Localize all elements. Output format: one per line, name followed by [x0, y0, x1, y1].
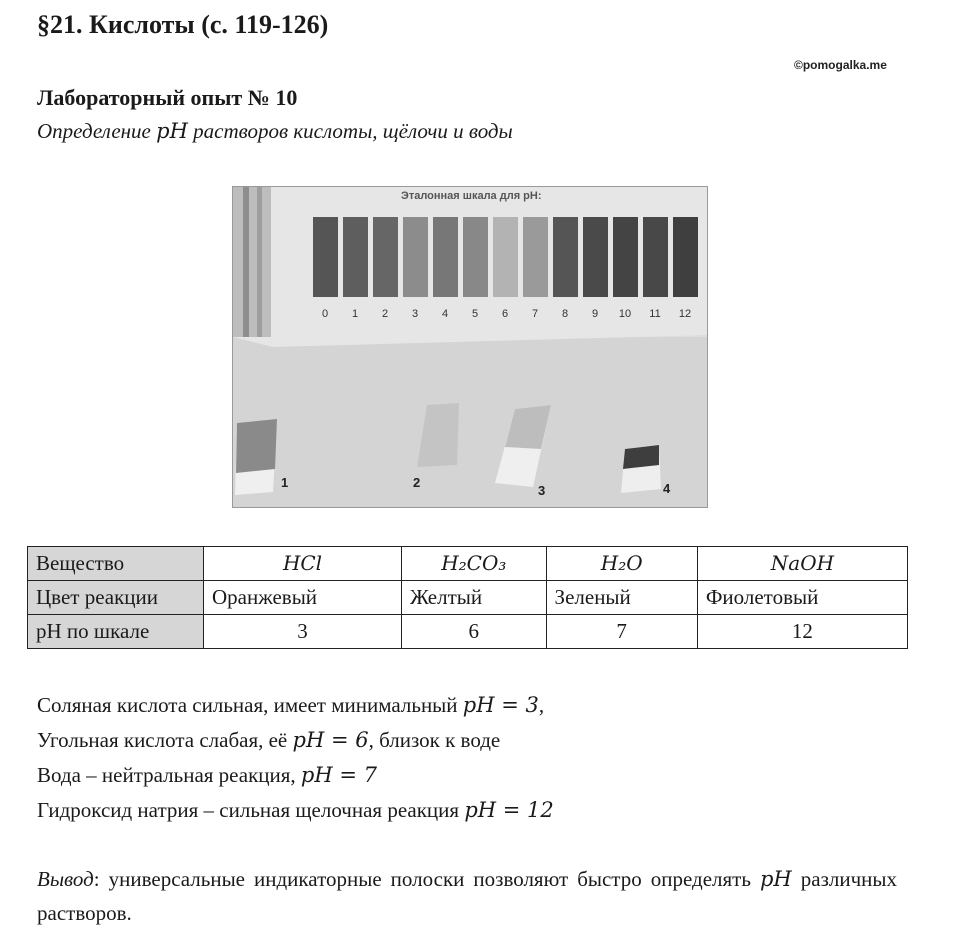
- line-text: Вода – нейтральная реакция,: [37, 763, 301, 787]
- table-row: [28, 547, 908, 581]
- scale-number: 11: [649, 308, 661, 320]
- swatch-1: [343, 217, 368, 297]
- observation-line: [37, 688, 554, 723]
- swatch-3: [403, 217, 428, 297]
- swatch-9: [583, 217, 608, 297]
- line-text: Угольная кислота слабая, её: [37, 728, 293, 752]
- line-tail: , близок к воде: [368, 728, 501, 752]
- watermark: ©pomogalka.me: [794, 58, 887, 72]
- observation-line: [37, 793, 554, 828]
- line-text: Соляная кислота сильная, имеет минимальный: [37, 693, 463, 717]
- line-math: pH = 12: [464, 798, 554, 822]
- line-tail: ,: [538, 693, 545, 717]
- row-header: pH по шкале: [28, 615, 204, 649]
- scale-number: 3: [411, 308, 419, 320]
- swatch-6: [493, 217, 518, 297]
- substance-cell: H₂O: [546, 547, 697, 581]
- observation-line: [37, 723, 554, 758]
- lab-subtitle: [37, 119, 513, 144]
- color-cell: Оранжевый: [204, 581, 402, 615]
- ph-scale-photo-svg: [233, 187, 707, 507]
- ph-scale-photo: [232, 186, 708, 508]
- line-math: pH = 7: [300, 763, 377, 787]
- observations: [37, 688, 554, 828]
- scale-number: 9: [591, 308, 599, 320]
- ph-cell: 12: [697, 615, 907, 649]
- conclusion-end: различных растворов.: [37, 867, 897, 925]
- test-strip-1: [235, 419, 277, 495]
- page-title: §21. Кислоты (с. 119-126): [37, 10, 329, 39]
- scale-number: 12: [678, 308, 692, 320]
- swatch-10: [613, 217, 638, 297]
- scale-number: 0: [321, 308, 329, 320]
- test-strip-4: [621, 445, 661, 493]
- strip-label-3: 3: [538, 483, 546, 498]
- color-cell: Фиолетовый: [697, 581, 907, 615]
- swatch-7: [523, 217, 548, 297]
- strip-label-4: 4: [663, 481, 671, 496]
- row-header: Вещество: [28, 547, 204, 581]
- scale-number: 10: [618, 308, 632, 320]
- scale-number: 6: [501, 308, 509, 320]
- conclusion-math: pH: [759, 867, 792, 891]
- table-row: [28, 581, 908, 615]
- scale-number: 1: [351, 308, 359, 320]
- lab-subtitle-math: pH: [156, 119, 188, 143]
- row-header: Цвет реакции: [28, 581, 204, 615]
- lab-subtitle-part1: Определение: [37, 119, 157, 143]
- swatch-2: [373, 217, 398, 297]
- strip-label-1: 1: [281, 475, 289, 490]
- conclusion-text: : универсальные индикаторные полоски позволяют быстро определять: [93, 867, 760, 891]
- color-cell: Зеленый: [546, 581, 697, 615]
- scale-number: 5: [471, 308, 479, 320]
- scale-number: 7: [531, 308, 539, 320]
- substance-cell: NaOH: [697, 547, 907, 581]
- observation-line: [37, 758, 554, 793]
- lab-title: Лабораторный опыт № 10: [37, 85, 298, 110]
- lab-subtitle-part2: растворов кислоты, щёлочи и воды: [187, 119, 513, 143]
- substance-cell: HCl: [204, 547, 402, 581]
- scale-number: 8: [561, 308, 569, 320]
- line-math: pH = 6: [292, 728, 369, 752]
- table-row: [28, 615, 908, 649]
- swatch-8: [553, 217, 578, 297]
- line-math: pH = 3: [462, 693, 539, 717]
- swatch-0: [313, 217, 338, 297]
- conclusion-lead: Вывод: [37, 867, 94, 891]
- swatch-5: [463, 217, 488, 297]
- conclusion: [37, 862, 897, 930]
- strip-label-2: 2: [413, 475, 421, 490]
- line-text: Гидроксид натрия – сильная щелочная реакция: [37, 798, 465, 822]
- ph-cell: 6: [402, 615, 547, 649]
- swatch-4: [433, 217, 458, 297]
- scale-number: 2: [381, 308, 389, 320]
- swatch-12: [673, 217, 698, 297]
- ph-cell: 7: [546, 615, 697, 649]
- ph-cell: 3: [204, 615, 402, 649]
- substance-cell: H₂CO₃: [402, 547, 547, 581]
- scale-label: Эталонная шкала для pH:: [401, 190, 542, 202]
- results-table: [27, 546, 908, 649]
- swatch-11: [643, 217, 668, 297]
- color-cell: Желтый: [402, 581, 547, 615]
- scale-number: 4: [441, 308, 449, 320]
